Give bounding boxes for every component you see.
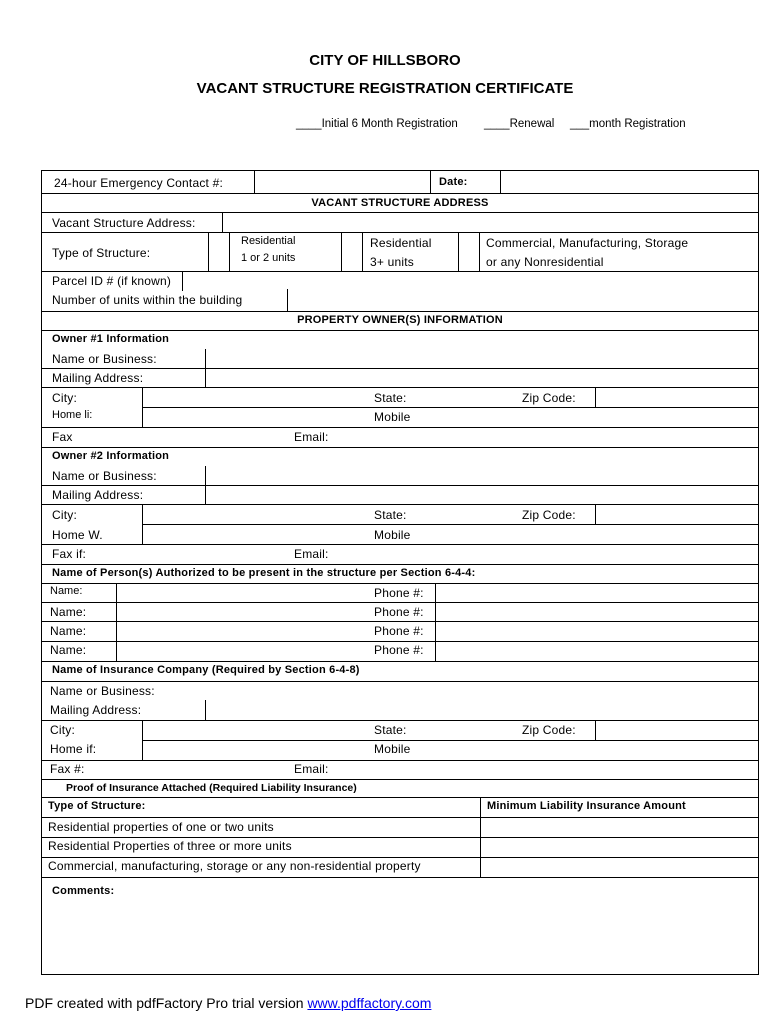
comments-label: Comments: (52, 885, 115, 897)
reg-initial: ____Initial 6 Month Registration (296, 118, 458, 130)
vacant-address-section: VACANT STRUCTURE ADDRESS (311, 197, 489, 209)
date-label: Date: (439, 176, 468, 188)
insurance-home-label: Home if: (50, 742, 97, 756)
owner2-heading: Owner #2 Information (52, 450, 170, 462)
owner2-mailing-label: Mailing Address: (52, 488, 144, 502)
owner1-email-label: Email: (294, 430, 329, 444)
owner1-mobile-label: Mobile (374, 410, 411, 424)
insurance-mailing-label: Mailing Address: (50, 703, 142, 717)
commercial-line2: or any Nonresidential (486, 255, 604, 269)
owner1-home-label: Home li: (52, 409, 93, 421)
city-title: CITY OF HILLSBORO (309, 52, 461, 69)
commercial-line1: Commercial, Manufacturing, Storage (486, 236, 689, 250)
parcel-id-label: Parcel ID # (if known) (52, 274, 172, 288)
insurance-mobile-label: Mobile (374, 742, 411, 756)
type-of-structure-label: Type of Structure: (52, 246, 151, 260)
authorized-name-2: Name: (50, 605, 87, 619)
authorized-phone-3: Phone #: (374, 624, 424, 638)
registration-form (41, 170, 759, 975)
authorized-name-4: Name: (50, 643, 87, 657)
pdf-footer (25, 995, 431, 1011)
reg-renewal: ____Renewal (484, 118, 555, 130)
insurance-email-label: Email: (294, 762, 329, 776)
footer-text: PDF created with pdfFactory Pro trial version (25, 995, 308, 1011)
insurance-fax-label: Fax #: (50, 762, 85, 776)
res-1-2-line1: Residential (241, 235, 296, 247)
proof-min-amount-label: Minimum Liability Insurance Amount (487, 800, 686, 812)
owner2-state-label: State: (374, 508, 407, 522)
authorized-phone-4: Phone #: (374, 643, 424, 657)
proof-row-2: Residential Properties of three or more units (48, 839, 292, 853)
owners-section: PROPERTY OWNER(S) INFORMATION (297, 314, 503, 326)
owner1-state-label: State: (374, 391, 407, 405)
owner2-name-label: Name or Business: (52, 469, 157, 483)
proof-row-1: Residential properties of one or two units (48, 820, 274, 834)
authorized-name-1: Name: (50, 585, 83, 597)
res-3plus-line2: 3+ units (370, 255, 414, 269)
certificate-title: VACANT STRUCTURE REGISTRATION CERTIFICATE (196, 80, 574, 97)
authorized-phone-1: Phone #: (374, 586, 424, 600)
insurance-name-label: Name or Business: (50, 684, 155, 698)
owner1-mailing-label: Mailing Address: (52, 371, 144, 385)
owner1-fax-label: Fax (52, 430, 73, 444)
insurance-zip-label: Zip Code: (522, 723, 576, 737)
proof-type-label: Type of Structure: (48, 800, 146, 812)
insurance-state-label: State: (374, 723, 407, 737)
authorized-name-3: Name: (50, 624, 87, 638)
owner1-name-label: Name or Business: (52, 352, 157, 366)
owner2-email-label: Email: (294, 547, 329, 561)
owner2-home-label: Home W. (52, 528, 103, 542)
owner1-heading: Owner #1 Information (52, 333, 170, 345)
pdffactory-link[interactable]: www.pdffactory.com (307, 995, 432, 1011)
emergency-contact-label: 24-hour Emergency Contact #: (54, 176, 224, 190)
owner1-zip-label: Zip Code: (522, 391, 576, 405)
owner2-fax-label: Fax if: (52, 547, 87, 561)
owner2-mobile-label: Mobile (374, 528, 411, 542)
authorized-heading: Name of Person(s) Authorized to be present in the structure per Section 6-4-4: (52, 567, 476, 579)
authorized-phone-2: Phone #: (374, 605, 424, 619)
proof-heading: Proof of Insurance Attached (Required Liability Insurance) (66, 782, 357, 794)
owner1-city-label: City: (52, 391, 77, 405)
owner2-city-label: City: (52, 508, 77, 522)
insurance-city-label: City: (50, 723, 75, 737)
insurance-heading: Name of Insurance Company (Required by Section 6-4-8) (52, 664, 360, 676)
proof-row-3: Commercial, manufacturing, storage or any non-residential property (48, 859, 421, 873)
vacant-address-label: Vacant Structure Address: (52, 216, 196, 230)
res-3plus-line1: Residential (370, 236, 432, 250)
res-1-2-line2: 1 or 2 units (241, 252, 296, 264)
units-label: Number of units within the building (52, 293, 243, 307)
reg-month: ___month Registration (570, 118, 686, 130)
owner2-zip-label: Zip Code: (522, 508, 576, 522)
